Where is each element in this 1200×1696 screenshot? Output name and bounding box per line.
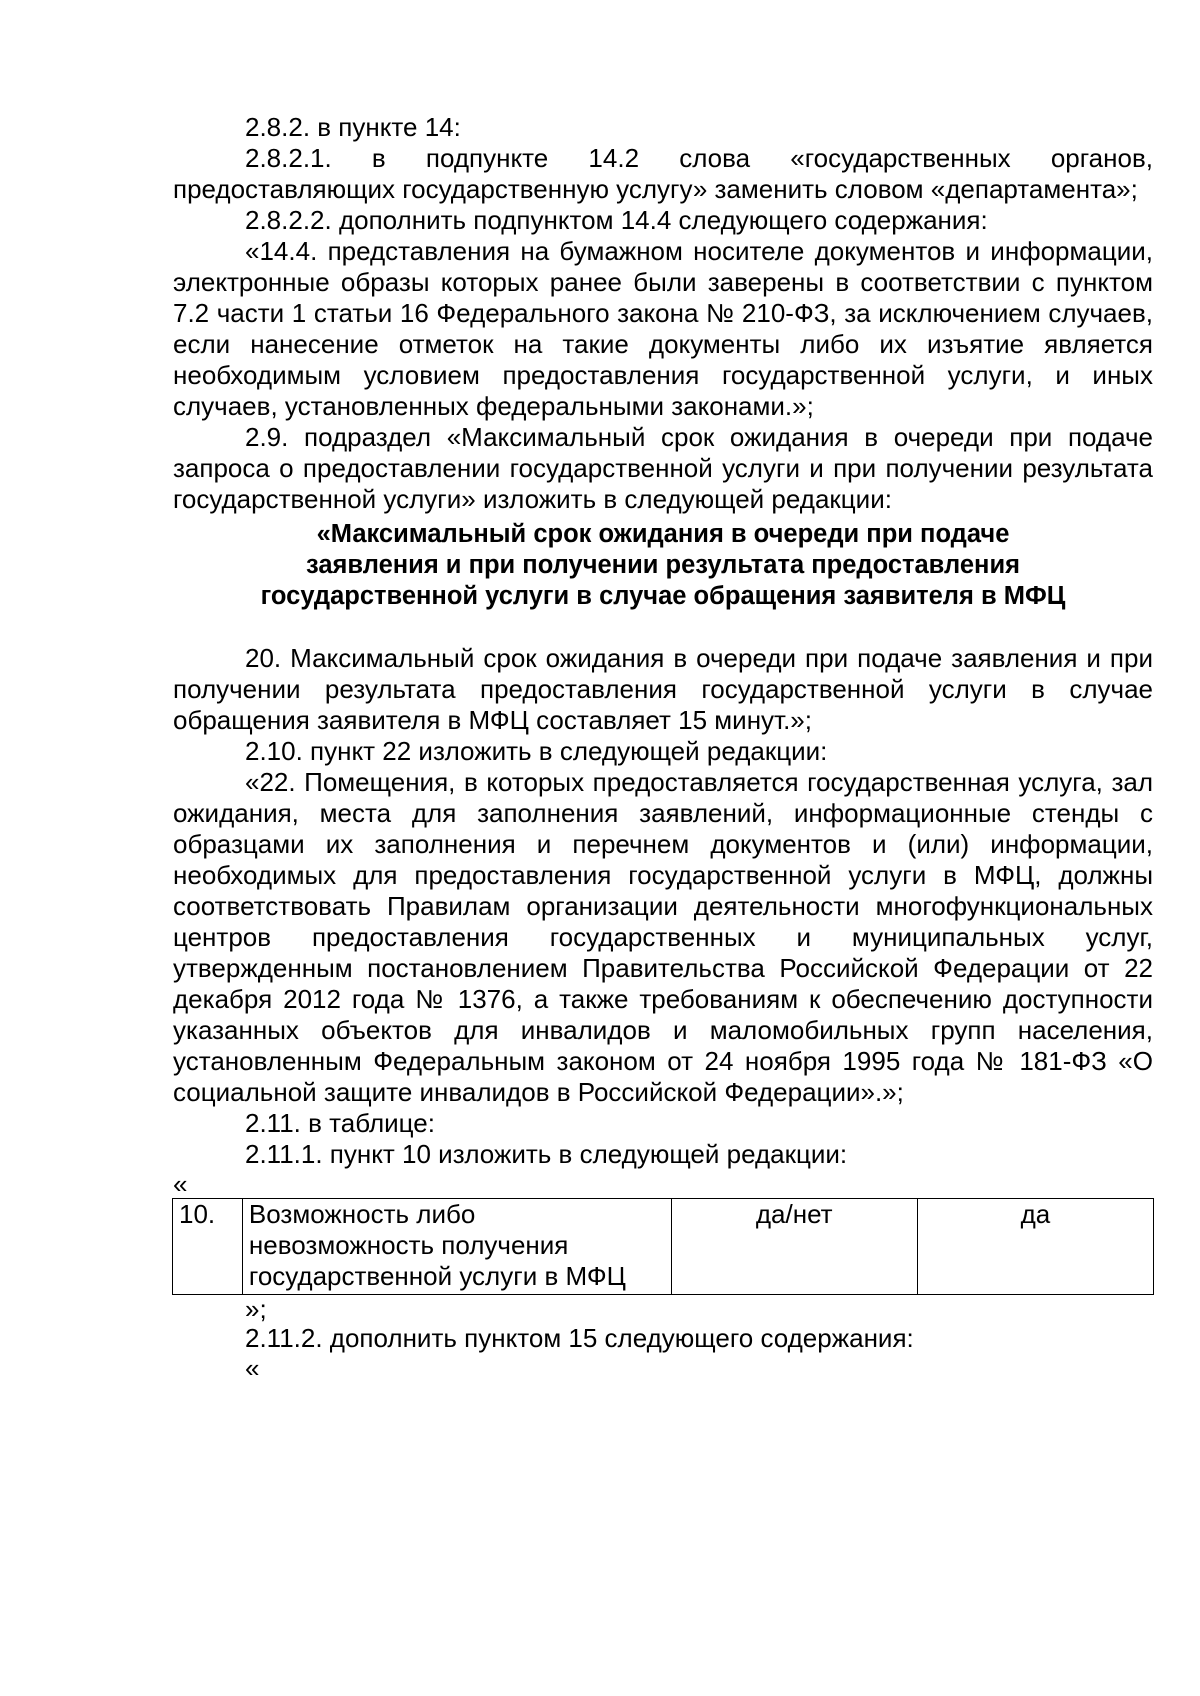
- paragraph-22-quote: «22. Помещения, в которых предоставляется государственная услуга, зал ожидания, места для заполнения заявлений, информационные стенды с образцами их заполнения и перечнем документов и (или) информации, необходимых для предоставления государственной услуги в МФЦ, должны соответствовать Правилам организации деятельности многофункциональных центров предоставления государственных и муниципальных услуг, утвержденным постановлением Правительства Российской Федерации от 22 декабря 2012 года № 1376, а также требованиям к обеспечению доступности указанных объектов для инвалидов и маломобильных групп населения, установленным Федеральным законом от 24 ноября 1995 года № 181-ФЗ «О социальной защите инвалидов в Российской Федерации».»;: [173, 767, 1153, 1107]
- open-quote: «: [173, 1169, 188, 1199]
- paragraph-2-11: 2.11. в таблице:: [245, 1108, 435, 1138]
- open-quote-bottom: «: [245, 1353, 260, 1383]
- table-cell-unit: да/нет: [671, 1199, 917, 1295]
- close-quote: »;: [245, 1294, 267, 1324]
- paragraph-14-4-quote: «14.4. представления на бумажном носителе документов и информации, электронные образы которых ранее были заверены в соответствии с пунктом 7.2 части 1 статьи 16 Федерального закона № 210-ФЗ, за исключением случаев, если нанесение отметок на такие документы либо их изъятие является необходимым условием предоставления государственной услуги, и иных случаев, установленных федеральными законами.»;: [173, 236, 1153, 421]
- paragraph-2-8-2: 2.8.2. в пункте 14:: [245, 112, 461, 142]
- table-row: [173, 1199, 1154, 1295]
- paragraph-2-10: 2.10. пункт 22 изложить в следующей редакции:: [245, 736, 828, 766]
- paragraph-2-8-2-1: 2.8.2.1. в подпункте 14.2 слова «государственных органов, предоставляющих государственную услугу» заменить словом «департамента»;: [173, 143, 1153, 204]
- heading-line: государственной услуги в случае обращения заявителя в МФЦ: [260, 582, 1066, 610]
- heading-line: «Максимальный срок ожидания в очереди при подаче: [316, 520, 1010, 548]
- paragraph-2-8-2-2: 2.8.2.2. дополнить подпунктом 14.4 следующего содержания:: [245, 205, 988, 235]
- table-cell-value: да: [917, 1199, 1153, 1295]
- table-cell-number: 10.: [173, 1199, 243, 1295]
- paragraph-2-9: 2.9. подраздел «Максимальный срок ожидания в очереди при подаче запроса о предоставлении государственной услуги и при получении результата государственной услуги» изложить в следующей редакции:: [173, 422, 1153, 514]
- paragraph-20: 20. Максимальный срок ожидания в очереди при подаче заявления и при получении результата предоставления государственной услуги в случае обращения заявителя в МФЦ составляет 15 минут.»;: [173, 643, 1153, 735]
- paragraph-2-11-2: 2.11.2. дополнить пунктом 15 следующего содержания:: [245, 1323, 914, 1353]
- document-page: [173, 112, 1153, 1382]
- subsection-heading: [173, 519, 1153, 612]
- paragraph-2-11-1: 2.11.1. пункт 10 изложить в следующей редакции:: [245, 1139, 848, 1169]
- item-table: [172, 1198, 1154, 1295]
- blank-line: [173, 612, 1153, 643]
- heading-line: заявления и при получении результата предоставления: [305, 551, 1021, 579]
- table-cell-description: Возможность либо невозможность получения государственной услуги в МФЦ: [242, 1199, 671, 1295]
